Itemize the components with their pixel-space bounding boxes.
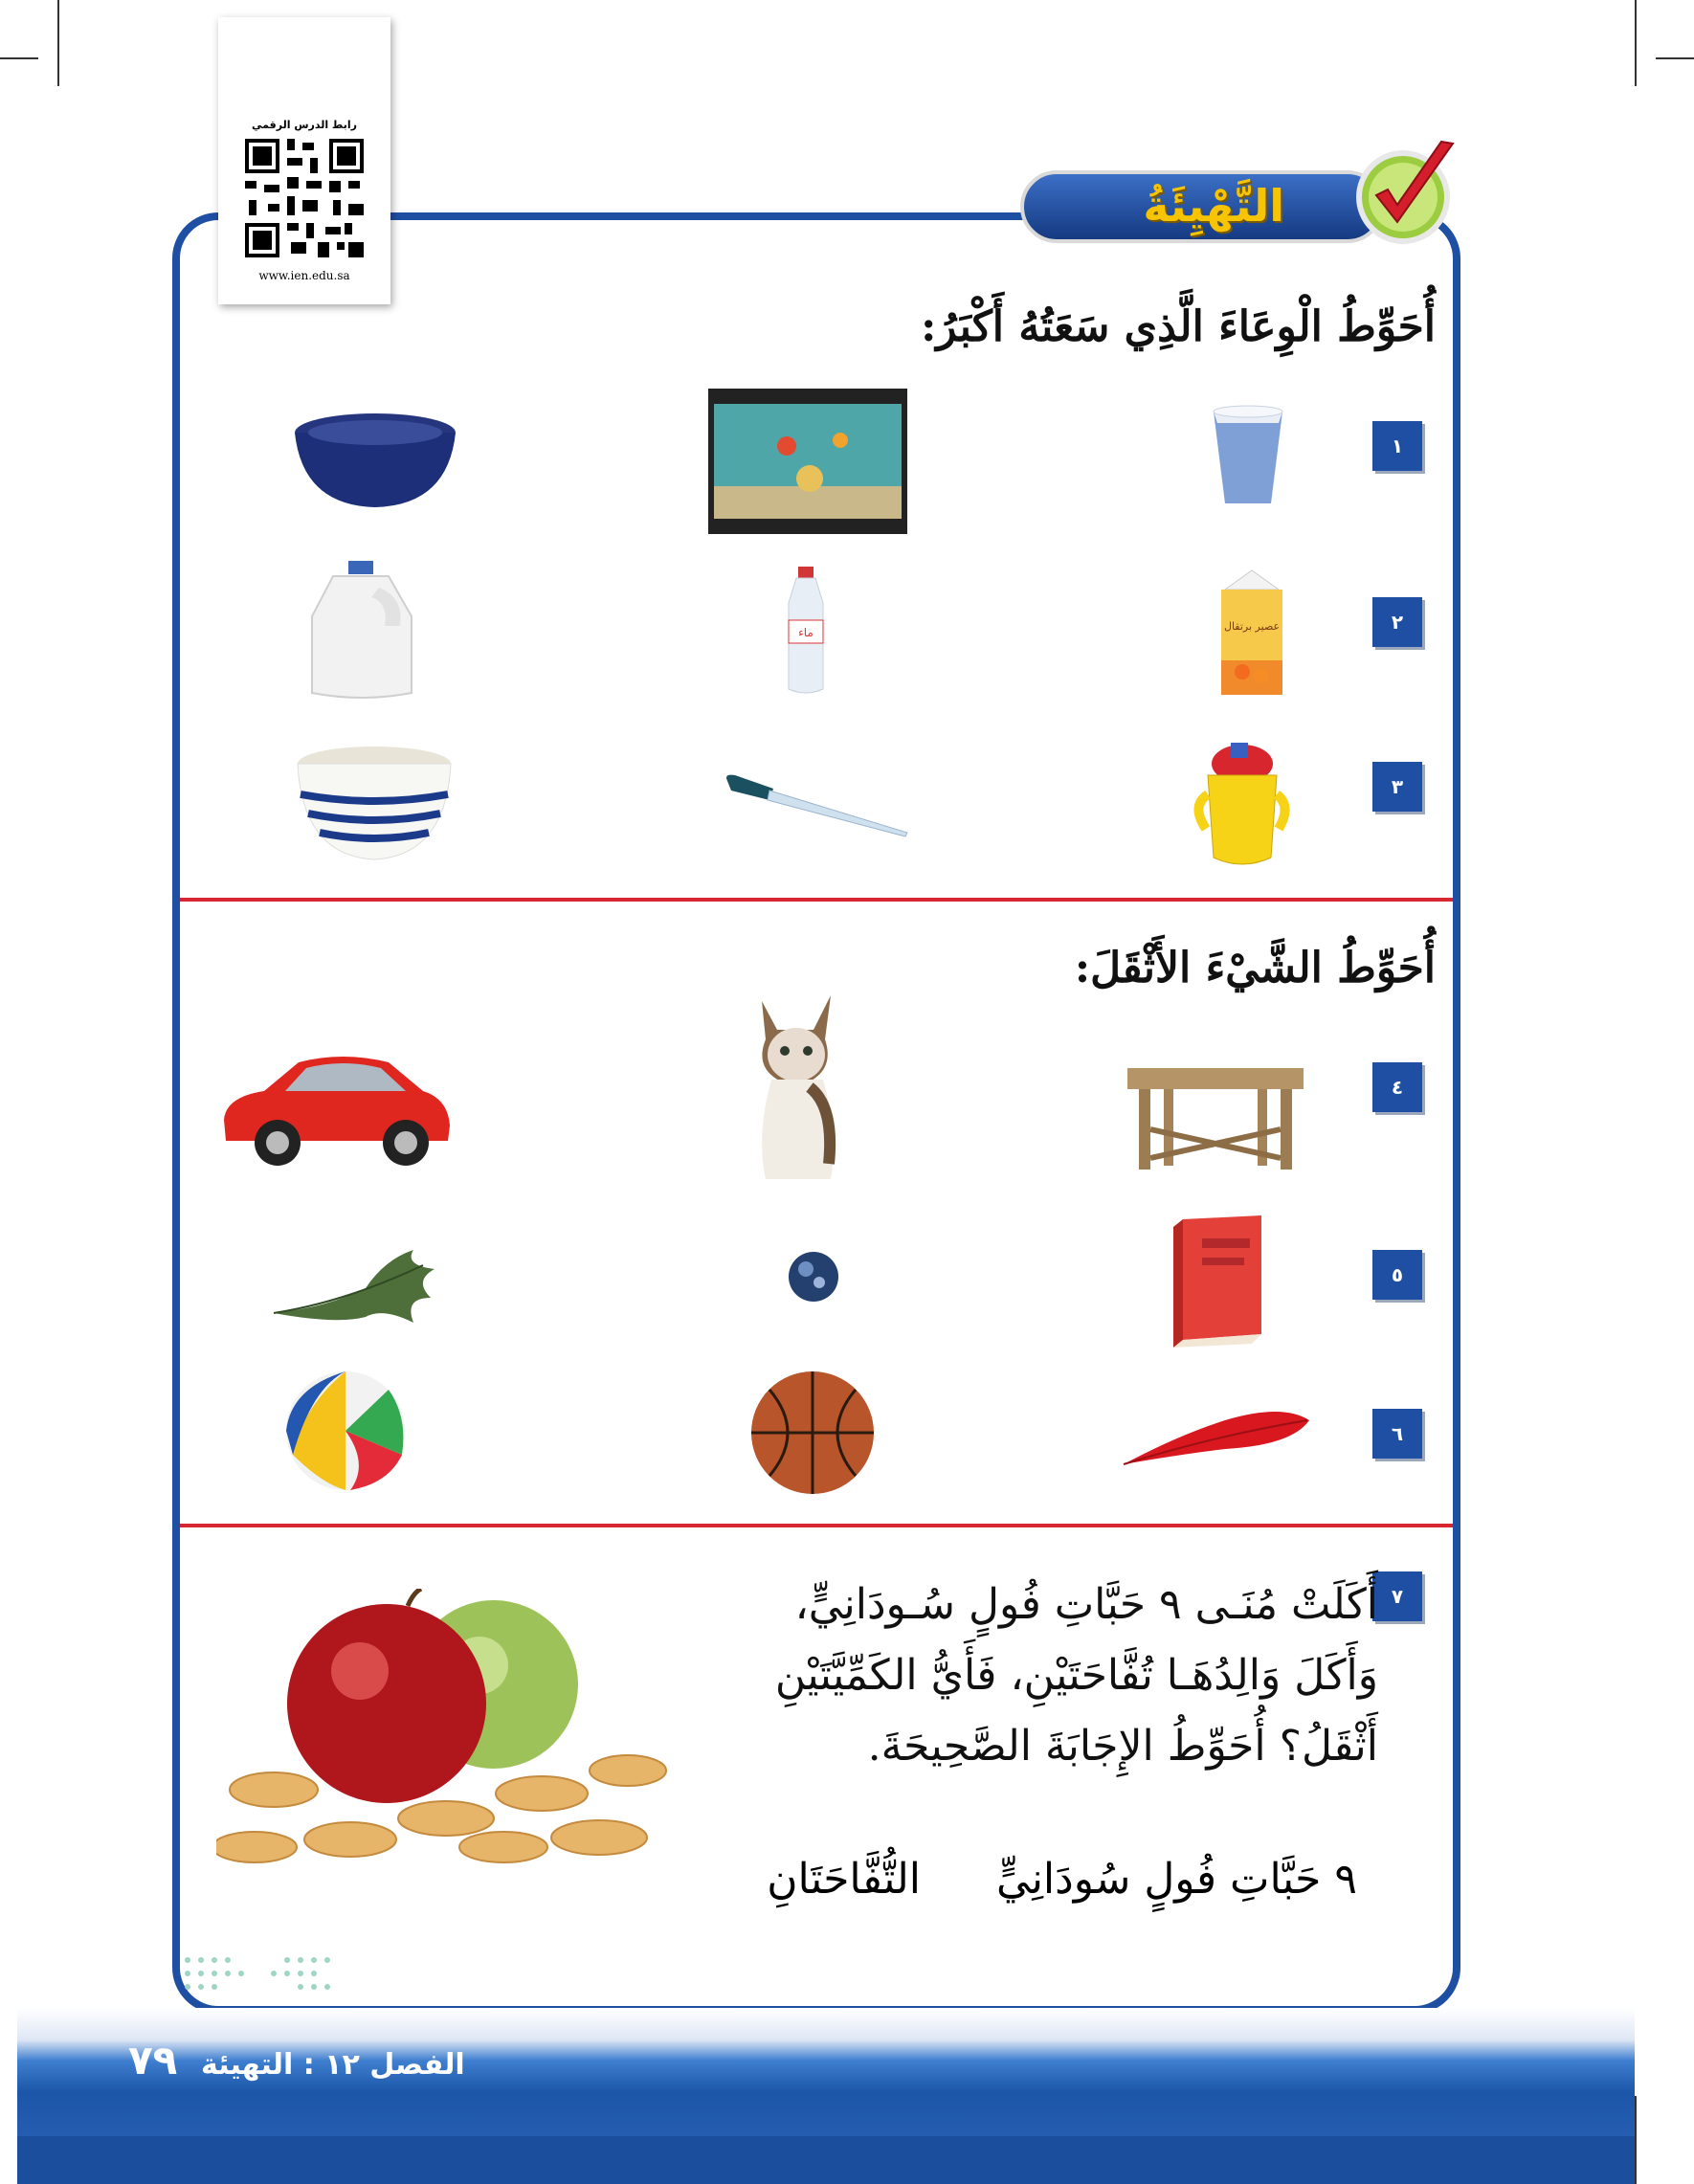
question-number-7: ٧ xyxy=(1372,1571,1422,1621)
crop-mark xyxy=(1635,0,1637,86)
footer-bottom-strip xyxy=(17,2136,1635,2184)
header-title: التَّهْيِئَةُ xyxy=(1143,180,1284,232)
question7-line: أَثْقَلُ؟ أُحَوِّطُ الإِجَابَةَ الصَّحِيحَةَ. xyxy=(867,1722,1378,1771)
crop-mark xyxy=(1656,57,1694,59)
chapter-title: الفصل ١٢ : التهيئة xyxy=(201,2048,465,2082)
qr-label: رابط الدرس الرقمي xyxy=(252,119,357,131)
car-image[interactable] xyxy=(218,1047,454,1170)
basketball-image[interactable] xyxy=(748,1369,877,1497)
section1-prompt: أُحَوِّطُ الْوِعَاءَ الَّذِي سَعَتُهُ أَكْبَرُ: xyxy=(921,302,1436,351)
qr-card[interactable] xyxy=(218,17,390,304)
question7-line: وَأَكَلَ وَالِدُهَـا تُفَّاحَتَيْنِ، فَأَيُّ الكَمِّيَّتَيْنِ xyxy=(774,1651,1378,1700)
striped-bowl-image[interactable] xyxy=(295,745,454,863)
qr-url[interactable]: www.ien.edu.sa xyxy=(258,269,350,282)
blue-bowl-image[interactable] xyxy=(293,412,457,511)
answer-apples[interactable]: التُّفَّاحَتَانِ xyxy=(767,1855,921,1904)
question-number-1: ١ xyxy=(1372,421,1422,471)
juice-carton-image[interactable] xyxy=(1215,568,1288,697)
leaf-image[interactable] xyxy=(270,1231,440,1330)
water-label: ماء xyxy=(798,626,814,639)
aquarium-image[interactable] xyxy=(706,387,909,536)
question7-text xyxy=(689,1570,1378,1782)
paper-cup-image[interactable] xyxy=(1208,404,1288,509)
feather-image[interactable] xyxy=(1120,1407,1313,1466)
crop-mark xyxy=(57,0,59,86)
qr-code-icon xyxy=(241,135,368,261)
answer-peanuts[interactable]: ٩ حَبَّاتِ فُولٍ سُودَانِيٍّ xyxy=(996,1855,1357,1904)
section2-prompt: أُحَوِّطُ الشَّيْءَ الأَثْقَلَ: xyxy=(1074,944,1436,992)
book-image[interactable] xyxy=(1170,1214,1267,1349)
question-number-2: ٢ xyxy=(1372,597,1422,647)
page-number: ٧٩ xyxy=(128,2037,178,2084)
question-number-3: ٣ xyxy=(1372,762,1422,812)
decorative-dots xyxy=(182,1954,345,1993)
question-number-6: ٦ xyxy=(1372,1409,1422,1459)
water-bottle-image[interactable] xyxy=(777,565,835,697)
section-header xyxy=(1020,170,1384,243)
milk-jug-image[interactable] xyxy=(304,559,419,702)
crop-mark xyxy=(1635,2096,1637,2184)
section-divider xyxy=(180,1524,1453,1527)
juice-label: عصير برتقال xyxy=(1223,620,1281,633)
marble-image[interactable] xyxy=(787,1250,840,1304)
bench-image[interactable] xyxy=(1126,1062,1305,1171)
beach-ball-image[interactable] xyxy=(283,1369,408,1493)
dropper-image[interactable] xyxy=(722,771,913,838)
checkmark-icon xyxy=(1349,134,1462,247)
question7-line: أَكَلَتْ مُنَـى ٩ حَبَّاتِ فُولٍ سُـودَانِيٍّ، xyxy=(794,1580,1378,1629)
question-number-5: ٥ xyxy=(1372,1250,1422,1300)
apples-peanuts-image[interactable] xyxy=(216,1589,676,1866)
question-number-4: ٤ xyxy=(1372,1062,1422,1112)
crop-mark xyxy=(0,57,38,59)
kitten-image[interactable] xyxy=(743,992,848,1189)
sippy-cup-image[interactable] xyxy=(1189,737,1292,871)
section-divider xyxy=(180,898,1453,902)
